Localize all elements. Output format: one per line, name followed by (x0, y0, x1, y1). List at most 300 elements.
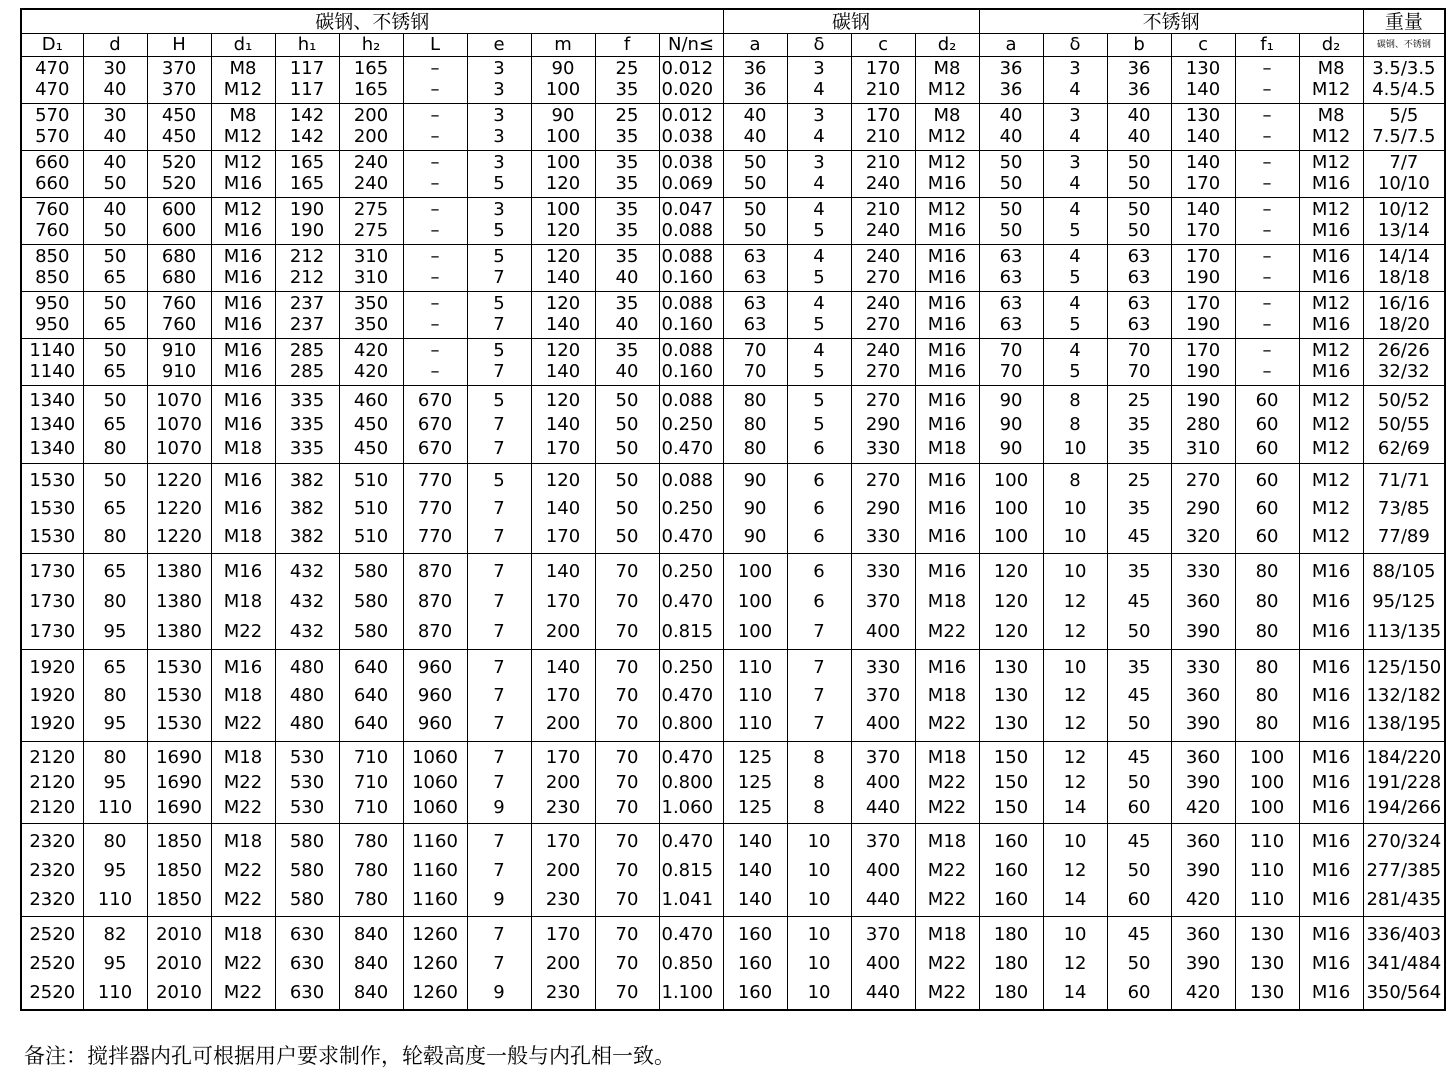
cell-value: 212 (289, 246, 325, 267)
table-cell (659, 650, 723, 742)
cell-value: 2120 (29, 772, 76, 793)
table-cell (403, 245, 467, 292)
cell-value: 240 (865, 340, 901, 361)
table-cell (211, 464, 275, 554)
cell-value: 7 (493, 526, 505, 547)
table-cell (787, 151, 851, 198)
cell-value: 580 (289, 860, 325, 881)
table-row-group (21, 57, 1445, 104)
table-cell (211, 104, 275, 151)
cell-value: 12 (1063, 621, 1087, 642)
cell-value: M16 (223, 220, 263, 241)
cell-value: 1220 (156, 498, 202, 519)
cell-value: 3 (1069, 58, 1081, 79)
cell-value: 0.088 (661, 246, 714, 267)
table-cell (723, 464, 787, 554)
cell-value: 450 (353, 438, 389, 459)
table-cell (339, 464, 403, 554)
table-cell (979, 917, 1043, 1010)
cell-value: 640 (353, 713, 389, 734)
cell-value: M16 (1311, 685, 1351, 706)
table-cell (339, 824, 403, 917)
cell-value: M16 (223, 173, 263, 194)
cell-value: M18 (927, 831, 967, 852)
table-cell (403, 554, 467, 650)
table-cell (531, 464, 595, 554)
cell-value: 770 (417, 526, 453, 547)
table-cell (83, 554, 147, 650)
cell-value: 6 (813, 498, 825, 519)
table-cell (1235, 824, 1299, 917)
cell-value: 60 (1255, 438, 1279, 459)
cell-value: M8 (229, 105, 257, 126)
table-cell (403, 386, 467, 464)
cell-value: 4 (1069, 246, 1081, 267)
cell-value: 270 (865, 314, 901, 335)
cell-value: 0.088 (661, 220, 714, 241)
cell-value: M12 (927, 126, 967, 147)
cell-value: M22 (927, 797, 967, 818)
cell-value: 70 (615, 621, 639, 642)
cell-value: 80 (743, 390, 767, 411)
table-cell (339, 198, 403, 245)
cell-value: 341/484 (1366, 953, 1442, 974)
cell-value: 336/403 (1366, 924, 1442, 945)
cell-value: 1340 (29, 414, 76, 435)
cell-value: M12 (223, 79, 263, 100)
table-cell (659, 104, 723, 151)
cell-value: M16 (1311, 561, 1351, 582)
cell-value: 1530 (29, 470, 76, 491)
cell-value: 50 (103, 293, 127, 314)
table-cell (659, 917, 723, 1010)
table-cell (915, 104, 979, 151)
cell-value: M18 (927, 924, 967, 945)
cell-value: 160 (993, 889, 1029, 910)
table-cell (659, 554, 723, 650)
table-cell (659, 339, 723, 386)
table-cell (275, 742, 339, 824)
table-cell (403, 151, 467, 198)
cell-value: 60 (1255, 470, 1279, 491)
cell-value: 370 (865, 831, 901, 852)
table-cell (1171, 464, 1235, 554)
table-cell (467, 104, 531, 151)
cell-value: 80 (1255, 561, 1279, 582)
table-row-group (21, 386, 1445, 464)
cell-value: 285 (289, 361, 325, 382)
cell-value: 50 (1127, 220, 1151, 241)
table-cell (723, 742, 787, 824)
cell-value: 1530 (156, 685, 202, 706)
table-cell (1299, 464, 1363, 554)
table-cell (467, 650, 531, 742)
cell-value: 7 (493, 438, 505, 459)
column-header: δ (1043, 34, 1107, 57)
table-cell (339, 554, 403, 650)
table-cell (403, 824, 467, 917)
cell-value: M18 (927, 685, 967, 706)
table-cell (403, 292, 467, 339)
table-cell (147, 554, 211, 650)
table-cell (595, 650, 659, 742)
table-cell (595, 824, 659, 917)
cell-value: 125 (737, 772, 773, 793)
cell-value: 7 (493, 561, 505, 582)
cell-value: 70 (615, 561, 639, 582)
cell-value: 432 (289, 561, 325, 582)
cell-value: 130 (993, 657, 1029, 678)
cell-value: 8 (1069, 390, 1081, 411)
table-cell (1043, 104, 1107, 151)
table-cell (1107, 151, 1171, 198)
table-cell (787, 742, 851, 824)
cell-value: 1380 (156, 621, 202, 642)
cell-value: M16 (927, 561, 967, 582)
cell-value: 240 (353, 152, 389, 173)
table-cell (467, 917, 531, 1010)
table-row-group (21, 198, 1445, 245)
table-cell (1299, 57, 1363, 104)
cell-value: 10 (807, 982, 831, 1003)
table-cell (531, 339, 595, 386)
cell-value: M16 (1311, 173, 1351, 194)
cell-value: 480 (289, 713, 325, 734)
cell-value: 470 (35, 58, 70, 79)
table-cell (915, 57, 979, 104)
cell-value: 370 (865, 591, 901, 612)
cell-value: 110 (737, 685, 773, 706)
cell-value: 0.047 (661, 199, 714, 220)
cell-value: 1.060 (661, 797, 714, 818)
cell-value: 0.250 (661, 498, 714, 519)
cell-value: 50 (615, 438, 639, 459)
cell-value: 640 (353, 657, 389, 678)
cell-value: 870 (417, 621, 453, 642)
table-cell (1043, 57, 1107, 104)
cell-value: 4 (1069, 126, 1081, 147)
cell-value: 360 (1185, 685, 1221, 706)
cell-value: 36 (999, 79, 1023, 100)
table-cell (851, 650, 915, 742)
cell-value: 9 (493, 889, 505, 910)
cell-value: 7 (493, 361, 505, 382)
cell-value: 80 (743, 438, 767, 459)
cell-value: 1380 (156, 561, 202, 582)
header-weight-subtitle: 碳钢、不锈钢 (1363, 34, 1445, 57)
cell-value: 780 (353, 889, 389, 910)
cell-value: 40 (743, 126, 767, 147)
cell-value: 5 (813, 267, 825, 288)
cell-value: 30 (103, 105, 127, 126)
cell-value: 60 (1255, 498, 1279, 519)
table-cell (851, 742, 915, 824)
cell-value: 0.470 (661, 591, 714, 612)
cell-value: 138/195 (1366, 713, 1442, 734)
spec-sheet (20, 8, 1442, 1011)
cell-value: 50 (1127, 173, 1151, 194)
weight-cell (1363, 742, 1445, 824)
cell-value: 1060 (412, 772, 458, 793)
table-cell (979, 824, 1043, 917)
table-cell (275, 824, 339, 917)
cell-value: M16 (1311, 220, 1351, 241)
cell-value: 910 (161, 361, 197, 382)
cell-value: 63 (999, 267, 1023, 288)
cell-value: M16 (223, 293, 263, 314)
table-cell (787, 554, 851, 650)
weight-cell (1363, 292, 1445, 339)
table-cell (83, 104, 147, 151)
cell-value: 630 (289, 924, 325, 945)
cell-value: 200 (545, 953, 581, 974)
table-cell (851, 198, 915, 245)
table-cell (979, 57, 1043, 104)
cell-value: 0.088 (661, 293, 714, 314)
cell-value: 50 (743, 173, 767, 194)
cell-value: 5 (493, 220, 505, 241)
table-cell (915, 742, 979, 824)
cell-value: M16 (223, 314, 263, 335)
table-cell (723, 386, 787, 464)
cell-value: 60 (1127, 889, 1151, 910)
cell-value: 6 (813, 591, 825, 612)
table-cell (211, 554, 275, 650)
cell-value: M16 (927, 340, 967, 361)
table-cell (1299, 292, 1363, 339)
table-cell (21, 104, 83, 151)
column-header: c (851, 34, 915, 57)
cell-value: 3 (1069, 152, 1081, 173)
cell-value: 170 (545, 526, 581, 547)
cell-value: 160 (737, 953, 773, 974)
table-cell (979, 554, 1043, 650)
cell-value: 50 (743, 199, 767, 220)
table-cell (1299, 151, 1363, 198)
cell-value: 370 (865, 685, 901, 706)
cell-value: 160 (993, 831, 1029, 852)
cell-value: M16 (1311, 314, 1351, 335)
table-cell (403, 742, 467, 824)
cell-value: 710 (353, 747, 389, 768)
cell-value: 770 (417, 470, 453, 491)
table-row-group (21, 742, 1445, 824)
cell-value: 140 (545, 498, 581, 519)
table-cell (1171, 917, 1235, 1010)
table-cell (1171, 57, 1235, 104)
cell-value: 850 (35, 267, 70, 288)
table-cell (787, 464, 851, 554)
cell-value: 50 (999, 152, 1023, 173)
cell-value: 50 (103, 246, 127, 267)
cell-value: 63 (999, 293, 1023, 314)
cell-value: 1070 (156, 438, 202, 459)
cell-value: 100 (737, 591, 773, 612)
cell-value: 1850 (156, 831, 202, 852)
cell-value: 510 (353, 498, 389, 519)
cell-value: – (430, 220, 440, 241)
table-cell (147, 742, 211, 824)
cell-value: 120 (993, 621, 1029, 642)
cell-value: 0.038 (661, 152, 714, 173)
cell-value: 420 (1185, 982, 1221, 1003)
cell-value: 520 (161, 173, 197, 194)
table-cell (21, 386, 83, 464)
weight-cell (1363, 151, 1445, 198)
column-header: L (403, 34, 467, 57)
table-cell (723, 824, 787, 917)
cell-value: M16 (927, 414, 967, 435)
cell-value: 1530 (29, 498, 76, 519)
cell-value: 310 (353, 246, 389, 267)
header-weight (1363, 9, 1445, 34)
cell-value: 3 (493, 79, 505, 100)
table-cell (211, 917, 275, 1010)
cell-value: 32/32 (1377, 361, 1430, 382)
column-header: N/n≤ (659, 34, 723, 57)
cell-value: 50 (1127, 713, 1151, 734)
cell-value: M16 (927, 267, 967, 288)
cell-value: 190 (1185, 361, 1221, 382)
cell-value: 450 (161, 105, 197, 126)
cell-value: 420 (353, 340, 389, 361)
cell-value: 113/135 (1366, 621, 1442, 642)
cell-value: 780 (353, 831, 389, 852)
cell-value: M16 (1311, 621, 1351, 642)
cell-value: 1690 (156, 747, 202, 768)
table-cell (1171, 824, 1235, 917)
cell-value: 0.470 (661, 526, 714, 547)
cell-value: 1530 (29, 526, 76, 547)
cell-value: 200 (545, 772, 581, 793)
table-cell (787, 245, 851, 292)
cell-value: 270 (865, 267, 901, 288)
table-cell (403, 464, 467, 554)
cell-value: 400 (865, 713, 901, 734)
cell-value: 0.800 (661, 772, 714, 793)
cell-value: 382 (289, 498, 325, 519)
table-cell (723, 245, 787, 292)
cell-value: 77/89 (1377, 526, 1430, 547)
cell-value: 35 (615, 246, 639, 267)
table-cell (1299, 742, 1363, 824)
cell-value: 35 (1127, 561, 1151, 582)
cell-value: 60 (1127, 982, 1151, 1003)
table-cell (403, 339, 467, 386)
table-cell (21, 554, 83, 650)
cell-value: 3 (813, 105, 825, 126)
cell-value: 140 (737, 831, 773, 852)
cell-value: M12 (1311, 390, 1351, 411)
cell-value: 3 (493, 58, 505, 79)
cell-value: M22 (927, 982, 967, 1003)
cell-value: 70 (615, 889, 639, 910)
table-cell (1235, 917, 1299, 1010)
cell-value: 140 (545, 267, 581, 288)
table-cell (1043, 650, 1107, 742)
cell-value: 335 (289, 438, 325, 459)
cell-value: 570 (35, 105, 70, 126)
cell-value: 1220 (156, 526, 202, 547)
cell-value: 35 (615, 220, 639, 241)
cell-value: 212 (289, 267, 325, 288)
cell-value: 6 (813, 526, 825, 547)
cell-value: 35 (615, 152, 639, 173)
cell-value: M12 (1311, 438, 1351, 459)
table-cell (1043, 292, 1107, 339)
cell-value: 10 (807, 953, 831, 974)
header-group-common: 碳钢、不锈钢 (21, 9, 723, 34)
cell-value: – (430, 246, 440, 267)
cell-value: 88/105 (1372, 561, 1436, 582)
cell-value: 170 (1185, 340, 1221, 361)
cell-value: 80 (103, 831, 127, 852)
cell-value: 70 (1127, 340, 1151, 361)
cell-value: 95 (103, 621, 127, 642)
cell-value: 70 (615, 924, 639, 945)
cell-value: 432 (289, 591, 325, 612)
cell-value: 26/26 (1377, 340, 1430, 361)
table-cell (723, 104, 787, 151)
table-body (21, 57, 1445, 1010)
cell-value: – (1262, 361, 1272, 382)
table-cell (1043, 198, 1107, 245)
cell-value: 140 (545, 657, 581, 678)
cell-value: 4 (813, 293, 825, 314)
cell-value: 850 (35, 246, 70, 267)
cell-value: 170 (545, 747, 581, 768)
table-cell (915, 650, 979, 742)
cell-value: 10 (807, 860, 831, 881)
table-cell (147, 104, 211, 151)
cell-value: 180 (993, 924, 1029, 945)
cell-value: 2010 (156, 982, 202, 1003)
cell-value: 240 (865, 246, 901, 267)
cell-value: 370 (161, 58, 197, 79)
cell-value: – (430, 361, 440, 382)
cell-value: 180 (993, 953, 1029, 974)
cell-value: M16 (223, 561, 263, 582)
cell-value: 60 (1255, 526, 1279, 547)
cell-value: 3.5/3.5 (1372, 58, 1436, 79)
table-cell (21, 198, 83, 245)
table-cell (1043, 824, 1107, 917)
cell-value: M16 (1311, 797, 1351, 818)
cell-value: 132/182 (1366, 685, 1442, 706)
cell-value: 50/52 (1377, 390, 1430, 411)
cell-value: 12 (1063, 860, 1087, 881)
cell-value: M12 (1311, 498, 1351, 519)
cell-value: M16 (927, 293, 967, 314)
table-cell (595, 464, 659, 554)
cell-value: – (1262, 267, 1272, 288)
cell-value: 330 (1185, 561, 1221, 582)
cell-value: – (1262, 126, 1272, 147)
weight-cell (1363, 104, 1445, 151)
cell-value: 70 (615, 953, 639, 974)
cell-value: 670 (417, 414, 453, 435)
cell-value: 1920 (29, 685, 76, 706)
column-header: b (1107, 34, 1171, 57)
table-cell (339, 650, 403, 742)
cell-value: 670 (417, 390, 453, 411)
cell-value: M16 (927, 361, 967, 382)
cell-value: 36 (1127, 58, 1151, 79)
cell-value: 130 (1249, 982, 1285, 1003)
cell-value: – (430, 340, 440, 361)
cell-value: 480 (289, 685, 325, 706)
cell-value: – (1262, 152, 1272, 173)
